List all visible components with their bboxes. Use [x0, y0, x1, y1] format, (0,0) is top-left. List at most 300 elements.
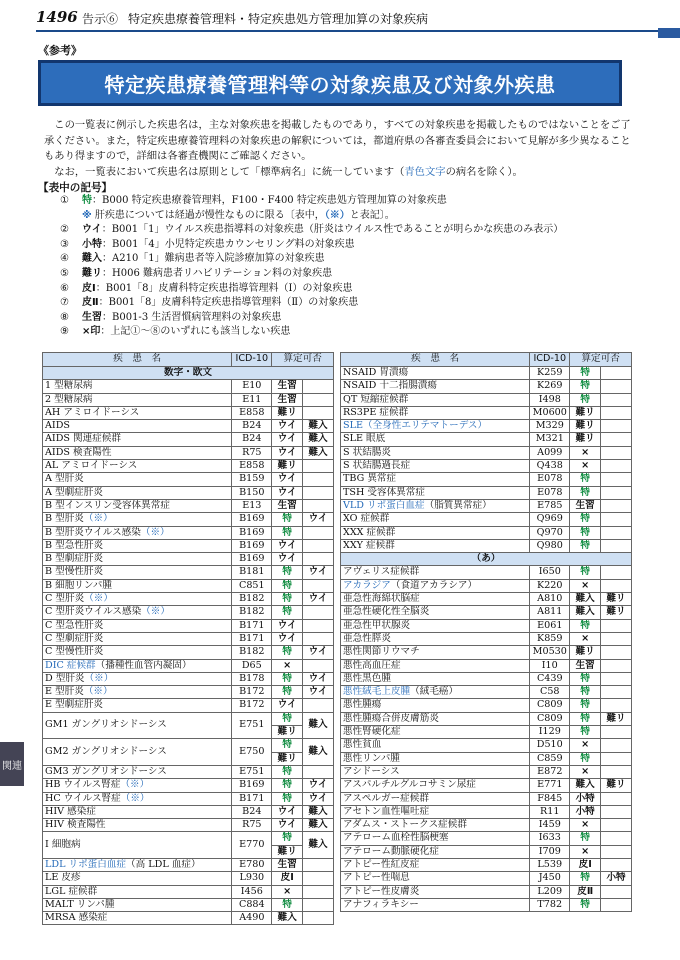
- table-row: [341, 792, 632, 805]
- icd-code-cell: E750: [232, 739, 272, 766]
- icd-code-cell: K220: [530, 579, 570, 592]
- disease-name-cell: アダムス・ストークス症候群: [341, 819, 530, 832]
- disease-name-cell: アトピー性喘息: [341, 872, 530, 885]
- calc-cell: 特: [272, 513, 303, 526]
- calc-cell: 特: [570, 699, 601, 712]
- disease-name-cell: AIDS 検査陽性: [43, 446, 232, 459]
- calc-cell: [601, 632, 632, 645]
- disease-name-cell: E 型劇症肝炎: [43, 699, 232, 712]
- icd-code-cell: E11: [232, 393, 272, 406]
- table-row: [341, 726, 632, 739]
- table-row: [43, 539, 334, 552]
- legend-title: 【表中の記号】: [38, 182, 113, 194]
- table-row: [341, 526, 632, 539]
- table-row: [43, 885, 334, 898]
- col-header-icd: ICD-10: [232, 353, 272, 367]
- disease-name-cell: C 型肝炎（※）: [43, 593, 232, 606]
- table-row: [43, 446, 334, 459]
- reference-label: 《参考》: [38, 44, 82, 57]
- disease-name-cell: TSH 受容体異常症: [341, 486, 530, 499]
- calc-cell: [601, 406, 632, 419]
- table-row: [43, 406, 334, 419]
- table-row: [341, 619, 632, 632]
- calc-cell: 特: [272, 779, 303, 792]
- calc-cell: 難入: [570, 593, 601, 606]
- table-row: [43, 686, 334, 699]
- intro-text: [44, 118, 634, 180]
- disease-name-cell: 悪性高血圧症: [341, 659, 530, 672]
- icd-code-cell: B159: [232, 473, 272, 486]
- calc-cell: [601, 433, 632, 446]
- calc-cell: ×: [570, 579, 601, 592]
- table-row: [43, 460, 334, 473]
- calc-cell: ウイ: [272, 805, 303, 818]
- calc-cell: ×: [272, 659, 303, 672]
- calc-cell: ウイ: [303, 672, 334, 685]
- calc-cell: [601, 513, 632, 526]
- calc-cell: [601, 885, 632, 898]
- calc-cell: ウイ: [303, 686, 334, 699]
- icd-code-cell: M329: [530, 420, 570, 433]
- calc-cell: 難入: [303, 832, 334, 859]
- disease-name-cell: 悪性貧血: [341, 739, 530, 752]
- disease-name-cell: SLE 眼底: [341, 433, 530, 446]
- disease-name-cell: S 状結腸炎: [341, 446, 530, 459]
- disease-name-cell: 亜急性海綿状脳症: [341, 593, 530, 606]
- legend-text: ：B001-3 生活習慣病管理料の対象疾患: [102, 311, 282, 323]
- calc-cell: [601, 858, 632, 871]
- calc-cell: ウイ: [272, 619, 303, 632]
- legend-item: [60, 223, 640, 238]
- table-row: [341, 659, 632, 672]
- table-row: [43, 819, 334, 832]
- calc-cell: ×: [570, 446, 601, 459]
- table-row: [341, 712, 632, 725]
- calc-cell: 難リ: [272, 845, 303, 858]
- disease-name-cell: B 型慢性肝炎: [43, 566, 232, 579]
- disease-name-cell: HC ウイルス腎症（※）: [43, 792, 232, 805]
- calc-cell: [601, 566, 632, 579]
- legend-symbol: 皮Ⅰ: [82, 282, 96, 294]
- calc-cell: [601, 686, 632, 699]
- col-header-name: 疾 患 名: [43, 353, 232, 367]
- calc-cell: 特: [272, 765, 303, 778]
- disease-name-cell: NSAID 十二指腸潰瘍: [341, 380, 530, 393]
- calc-cell: 生習: [570, 499, 601, 512]
- icd-code-cell: E872: [530, 765, 570, 778]
- calc-cell: ウイ: [303, 646, 334, 659]
- disease-name-cell: B 型肝炎ウイルス感染（※）: [43, 526, 232, 539]
- disease-name-cell: B 型急性肝炎: [43, 539, 232, 552]
- calc-cell: 難入: [303, 420, 334, 433]
- table-row: [43, 393, 334, 406]
- calc-cell: ウイ: [303, 779, 334, 792]
- calc-cell: 難入: [272, 912, 303, 925]
- table-row: [341, 765, 632, 778]
- calc-cell: ウイ: [272, 553, 303, 566]
- disease-name-cell: E 型肝炎（※）: [43, 686, 232, 699]
- icd-code-cell: E751: [232, 712, 272, 739]
- calc-cell: 小特: [570, 792, 601, 805]
- table-row: [43, 632, 334, 645]
- calc-cell: [601, 446, 632, 459]
- table-row: [43, 579, 334, 592]
- legend-item: [60, 194, 640, 209]
- calc-cell: [601, 739, 632, 752]
- icd-code-cell: L209: [530, 885, 570, 898]
- calc-cell: [303, 699, 334, 712]
- calc-cell: 特: [272, 526, 303, 539]
- disease-name-cell: アテローム血栓性脳梗塞: [341, 832, 530, 845]
- calc-cell: 特: [570, 473, 601, 486]
- table-row: [341, 779, 632, 792]
- table-row: [341, 446, 632, 459]
- disease-name-cell: S 状結腸過長症: [341, 460, 530, 473]
- disease-name-cell: AL アミロイドーシス: [43, 460, 232, 473]
- icd-code-cell: B178: [232, 672, 272, 685]
- disease-name-cell: AH アミロイドーシス: [43, 406, 232, 419]
- calc-cell: 特: [570, 872, 601, 885]
- table-row: [43, 486, 334, 499]
- calc-cell: ウイ: [272, 632, 303, 645]
- calc-cell: ウイ: [272, 433, 303, 446]
- icd-code-cell: E858: [232, 406, 272, 419]
- icd-code-cell: Q438: [530, 460, 570, 473]
- disease-name-cell: A 型肝炎: [43, 473, 232, 486]
- disease-name-cell: 亜急性硬化性全脳炎: [341, 606, 530, 619]
- icd-code-cell: B181: [232, 566, 272, 579]
- disease-name-cell: AIDS 関連症候群: [43, 433, 232, 446]
- legend-number: ②: [60, 224, 69, 236]
- calc-cell: [601, 845, 632, 858]
- table-row: [43, 473, 334, 486]
- legend-number: ⑧: [60, 311, 69, 323]
- calc-cell: 特: [570, 513, 601, 526]
- calc-cell: ×: [272, 885, 303, 898]
- disease-name-cell: 亜急性膵炎: [341, 632, 530, 645]
- icd-code-cell: B172: [232, 686, 272, 699]
- calc-cell: [303, 912, 334, 925]
- calc-cell: 特: [570, 486, 601, 499]
- table-row: [43, 606, 334, 619]
- calc-cell: ウイ: [272, 486, 303, 499]
- banner-title: 特定疾患療養管理料等の対象疾患及び対象外疾患: [104, 72, 556, 97]
- disease-name-cell: C 型慢性肝炎: [43, 646, 232, 659]
- side-index-tab[interactable]: 関連: [0, 742, 24, 786]
- legend-symbol: 難リ: [82, 267, 102, 279]
- calc-cell: [303, 659, 334, 672]
- calc-cell: [303, 526, 334, 539]
- title-banner: [38, 60, 622, 106]
- icd-code-cell: A490: [232, 912, 272, 925]
- legend-number: ⑥: [60, 282, 69, 294]
- legend-symbol: ×印: [82, 326, 101, 338]
- table-row: [43, 912, 334, 925]
- header-title: 特定疾患療養管理料・特定疾患処方管理加算の対象疾病: [128, 12, 429, 26]
- calc-cell: ウイ: [303, 566, 334, 579]
- disease-name-cell: LGL 症候群: [43, 885, 232, 898]
- calc-cell: [303, 858, 334, 871]
- calc-cell: 皮Ⅰ: [272, 872, 303, 885]
- calc-cell: [303, 499, 334, 512]
- calc-cell: 特: [272, 686, 303, 699]
- calc-cell: 生習: [272, 380, 303, 393]
- legend-item: [60, 209, 640, 224]
- calc-cell: 生習: [272, 499, 303, 512]
- calc-cell: ウイ: [272, 446, 303, 459]
- notice-label: 告示⑥: [82, 12, 119, 26]
- table-row: [341, 499, 632, 512]
- disease-name-cell: 悪性絨毛上皮腫（絨毛癌）: [341, 686, 530, 699]
- icd-code-cell: C439: [530, 672, 570, 685]
- icd-code-cell: A099: [530, 446, 570, 459]
- icd-code-cell: C884: [232, 898, 272, 911]
- icd-code-cell: B182: [232, 646, 272, 659]
- icd-code-cell: I10: [530, 659, 570, 672]
- icd-code-cell: E751: [232, 765, 272, 778]
- icd-code-cell: E785: [530, 499, 570, 512]
- table-row: [43, 553, 334, 566]
- calc-cell: [303, 885, 334, 898]
- calc-cell: 難リ: [272, 752, 303, 765]
- disease-name-cell: アテローム動脈硬化症: [341, 845, 530, 858]
- table-row: [43, 792, 334, 805]
- calc-cell: [601, 792, 632, 805]
- icd-code-cell: I650: [530, 566, 570, 579]
- calc-cell: 難リ: [570, 420, 601, 433]
- disease-name-cell: QT 短縮症候群: [341, 393, 530, 406]
- calc-cell: ×: [570, 819, 601, 832]
- disease-name-cell: アヴェリス症候群: [341, 566, 530, 579]
- icd-code-cell: D65: [232, 659, 272, 672]
- legend-text: ：B001「1」ウイルス疾患指導料の対象疾患（肝炎はウイルス性であることが明らかな疾患のみ表示）: [101, 224, 564, 236]
- calc-cell: [601, 832, 632, 845]
- icd-code-cell: E13: [232, 499, 272, 512]
- calc-cell: [601, 460, 632, 473]
- calc-cell: ×: [570, 765, 601, 778]
- icd-code-cell: I459: [530, 819, 570, 832]
- calc-cell: ウイ: [272, 699, 303, 712]
- table-row: [341, 739, 632, 752]
- icd-code-cell: B171: [232, 792, 272, 805]
- icd-code-cell: I129: [530, 726, 570, 739]
- icd-code-cell: K259: [530, 367, 570, 380]
- icd-code-cell: B182: [232, 593, 272, 606]
- table-row: [341, 819, 632, 832]
- legend-text: ：A210「1」難病患者等入院診療加算の対象疾患: [102, 253, 325, 265]
- icd-code-cell: L930: [232, 872, 272, 885]
- disease-name-cell: MALT リンパ腫: [43, 898, 232, 911]
- table-row: [341, 606, 632, 619]
- legend-item: [60, 238, 640, 253]
- legend-symbol: 生習: [82, 311, 102, 323]
- table-row: [341, 885, 632, 898]
- table-row: [43, 526, 334, 539]
- calc-cell: [303, 898, 334, 911]
- col-header-icd: ICD-10: [530, 353, 570, 367]
- legend-text: ：B001「8」皮膚科特定疾患指導管理料（Ⅰ）の対象疾患: [95, 282, 353, 294]
- disease-name-cell: D 型肝炎（※）: [43, 672, 232, 685]
- icd-code-cell: M0530: [530, 646, 570, 659]
- calc-cell: 特: [272, 712, 303, 725]
- calc-cell: 特: [272, 739, 303, 752]
- calc-cell: [601, 659, 632, 672]
- table-row: [341, 539, 632, 552]
- legend-list: [60, 194, 640, 340]
- calc-cell: 特: [570, 393, 601, 406]
- table-row: [43, 898, 334, 911]
- calc-cell: 特: [570, 672, 601, 685]
- disease-name-cell: アカラジア（食道アカラシア）: [341, 579, 530, 592]
- icd-code-cell: E771: [530, 779, 570, 792]
- calc-cell: 特: [272, 593, 303, 606]
- disease-name-cell: 悪性腎硬化症: [341, 726, 530, 739]
- calc-cell: 生習: [272, 858, 303, 871]
- calc-cell: 小特: [570, 805, 601, 818]
- icd-code-cell: Q969: [530, 513, 570, 526]
- table-row: [341, 380, 632, 393]
- table-row: [43, 805, 334, 818]
- calc-cell: 難入: [303, 446, 334, 459]
- icd-code-cell: B169: [232, 539, 272, 552]
- disease-name-cell: NSAID 胃潰瘍: [341, 367, 530, 380]
- disease-name-cell: C 型肝炎ウイルス感染（※）: [43, 606, 232, 619]
- disease-name-cell: TBG 異常症: [341, 473, 530, 486]
- icd-code-cell: R75: [232, 819, 272, 832]
- calc-cell: 難リ: [570, 406, 601, 419]
- disease-name-cell: アスペルガー症候群: [341, 792, 530, 805]
- table-row: [341, 686, 632, 699]
- disease-name-cell: LE 皮疹: [43, 872, 232, 885]
- legend-symbol: 小特: [82, 238, 102, 250]
- legend-item: [60, 296, 640, 311]
- disease-name-cell: DIC 症候群（播種性血管内凝固）: [43, 659, 232, 672]
- calc-cell: ×: [570, 632, 601, 645]
- table-row: [43, 646, 334, 659]
- table-row: [341, 473, 632, 486]
- legend-symbol: 難入: [82, 253, 102, 265]
- icd-code-cell: M321: [530, 433, 570, 446]
- table-row: [43, 619, 334, 632]
- legend-number: ④: [60, 253, 69, 265]
- disease-name-cell: B 型インスリン受容体異常症: [43, 499, 232, 512]
- table-row: [341, 898, 632, 911]
- table-row: [43, 858, 334, 871]
- calc-cell: 特: [272, 792, 303, 805]
- page-header: [0, 0, 680, 34]
- calc-cell: [303, 765, 334, 778]
- table-row: [341, 832, 632, 845]
- icd-code-cell: C859: [530, 752, 570, 765]
- calc-cell: [303, 632, 334, 645]
- calc-cell: [601, 619, 632, 632]
- legend-item: [60, 267, 640, 282]
- table-row: [341, 805, 632, 818]
- disease-name-cell: 亜急性甲状腺炎: [341, 619, 530, 632]
- icd-code-cell: B169: [232, 513, 272, 526]
- disease-name-cell: GM1 ガングリオシドーシス: [43, 712, 232, 739]
- icd-code-cell: E780: [232, 858, 272, 871]
- calc-cell: [303, 380, 334, 393]
- table-row: [341, 406, 632, 419]
- calc-cell: 難入: [303, 805, 334, 818]
- icd-code-cell: C809: [530, 699, 570, 712]
- intro-paragraph-1: この一覧表に例示した疾患名は，主な対象疾患を掲載したものであり，すべての対象疾患を掲載したものではないことをご了承ください。また，特定疾患療養管理料の対象疾患の解釈については，都道府県の各審査委員会において見解が多少異なることもあり得ますので，詳細は各審査機関にご確認ください。: [44, 119, 631, 163]
- disease-name-cell: アトピー性皮膚炎: [341, 885, 530, 898]
- disease-name-cell: C 型劇症肝炎: [43, 632, 232, 645]
- calc-cell: ウイ: [303, 792, 334, 805]
- calc-cell: 難入: [303, 433, 334, 446]
- icd-code-cell: E078: [530, 486, 570, 499]
- calc-cell: 特: [570, 367, 601, 380]
- disease-name-cell: RS3PE 症候群: [341, 406, 530, 419]
- icd-code-cell: B169: [232, 779, 272, 792]
- legend-number: ③: [60, 238, 69, 250]
- calc-cell: [601, 473, 632, 486]
- disease-name-cell: GM3 ガングリオシドーシス: [43, 765, 232, 778]
- section-header: （あ）: [341, 553, 632, 566]
- calc-cell: 特: [272, 606, 303, 619]
- col-header-calc: 算定可否: [570, 353, 632, 367]
- calc-cell: 特: [570, 619, 601, 632]
- legend-item: [60, 252, 640, 267]
- calc-cell: 難入: [570, 779, 601, 792]
- icd-code-cell: T782: [530, 898, 570, 911]
- calc-cell: 難リ: [601, 779, 632, 792]
- icd-code-cell: J450: [530, 872, 570, 885]
- disease-name-cell: アシドーシス: [341, 765, 530, 778]
- icd-code-cell: B150: [232, 486, 272, 499]
- calc-cell: [303, 619, 334, 632]
- calc-cell: ×: [570, 845, 601, 858]
- calc-cell: ウイ: [272, 473, 303, 486]
- calc-cell: [601, 672, 632, 685]
- disease-name-cell: LDL リポ蛋白血症（高 LDL 血症）: [43, 858, 232, 871]
- calc-cell: ウイ: [303, 513, 334, 526]
- disease-name-cell: アトピー性紅皮症: [341, 858, 530, 871]
- disease-name-cell: 悪性リンパ腫: [341, 752, 530, 765]
- calc-cell: 難リ: [272, 726, 303, 739]
- disease-table-left: [42, 352, 334, 925]
- calc-cell: [601, 579, 632, 592]
- disease-name-cell: アナフィラキシー: [341, 898, 530, 911]
- calc-cell: [303, 553, 334, 566]
- icd-code-cell: B182: [232, 606, 272, 619]
- calc-cell: 難入: [303, 819, 334, 832]
- calc-cell: [303, 579, 334, 592]
- legend-number: ⑨: [60, 326, 69, 338]
- icd-code-cell: K859: [530, 632, 570, 645]
- disease-name-cell: HB ウイルス腎症（※）: [43, 779, 232, 792]
- table-row: [341, 393, 632, 406]
- calc-cell: [601, 393, 632, 406]
- icd-code-cell: A811: [530, 606, 570, 619]
- disease-name-cell: I 細胞病: [43, 832, 232, 859]
- legend-number: ⑦: [60, 297, 69, 309]
- icd-code-cell: F845: [530, 792, 570, 805]
- icd-code-cell: B172: [232, 699, 272, 712]
- table-row: [341, 579, 632, 592]
- disease-name-cell: B 型劇症肝炎: [43, 553, 232, 566]
- legend-symbol: 特: [82, 195, 92, 206]
- legend-item: [60, 282, 640, 297]
- calc-cell: 特: [570, 686, 601, 699]
- calc-cell: [303, 486, 334, 499]
- disease-name-cell: A 型劇症肝炎: [43, 486, 232, 499]
- calc-cell: [303, 473, 334, 486]
- disease-name-cell: AIDS: [43, 420, 232, 433]
- icd-code-cell: D510: [530, 739, 570, 752]
